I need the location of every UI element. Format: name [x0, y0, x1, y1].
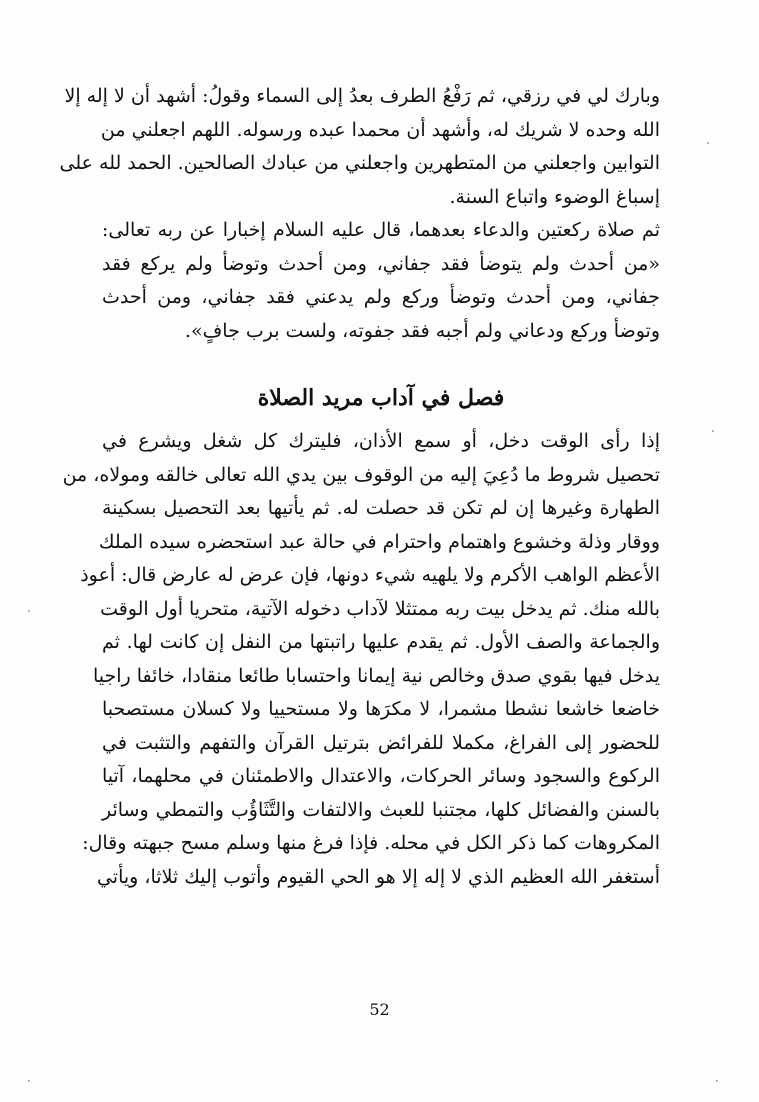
text-line: وبارك لي في رزقي، ثم رَفْعُ الطرف بعدُ إلى السماء وقولُ: أشهد أن لا إله إلا [64, 85, 660, 107]
text-line: يدخل فيها بقوي صدق وخالص نية إيمانا واحتسابا طائعا منقادا، خائفا راجيا [92, 664, 660, 687]
scan-speck [712, 430, 714, 432]
text-line: التوابين واجعلني من المتطهرين واجعلني من عبادك الصالحين. الحمد لله على [59, 152, 660, 174]
text-line: خاضعا خاشعا نشطا مشمرا، لا مكرَها ولا مستحييا ولا كسلان مستصحبا [102, 698, 660, 720]
text-line: جفاني، ومن أحدث وتوضأ وركع ولم يدعني فقد جفاني، ومن أحدث [102, 286, 660, 308]
scan-speck [28, 610, 30, 612]
text-line: وتوضأ وركع ودعاني ولم أجبه فقد جفوته، ولست برب جافٍ». [184, 319, 660, 342]
text-line: إسباغ الوضوء واتباع السنة. [449, 185, 660, 208]
text-line: تحصيل شروط ما دُعِيَ إليه من الوقوف بين يدي الله تعالى خالقه ومولاه، من [62, 463, 660, 486]
text-line: «من أحدث ولم يتوضأ فقد جفاني، ومن أحدث وتوضأ ولم يركع فقد [102, 252, 660, 275]
text-line: أستغفر الله العظيم الذي لا إله إلا هو الحي القيوم وأتوب إليك ثلاثا، ويأتي [96, 865, 660, 888]
text-line: للحضور إلى الفراغ، مكملا للفرائض بترتيل القرآن والتفهم والتثبت في [102, 731, 660, 754]
text-line: الله وحده لا شريك له، وأشهد أن محمدا عبده ورسوله. اللهم اجعلني من [100, 118, 660, 141]
text-line: ووقار وذلة وخشوع واهتمام واحترام في حالة عبد استحضره سيده الملك [98, 530, 660, 553]
section-heading: فصل في آداب مريد الصلاة [257, 385, 505, 411]
text-line: الطهارة وغيرها إن لم تكن قد حصلت له. ثم يأتيها بعد التحصيل بسكينة [102, 497, 660, 519]
text-line: ثم صلاة ركعتين والدعاء بعدهما، قال عليه السلام إخبارا عن ربه تعالى: [102, 219, 660, 241]
paragraph-dua-after-wudu [59, 80, 660, 348]
page-number: 52 [369, 1000, 390, 1019]
text-line: بالسنن والفضائل كلها، مجتنبا للعبث والالتفات والتَّثَاؤُب والتمطي وسائر [102, 798, 660, 821]
scan-speck [28, 1080, 30, 1082]
text-line: بالله منك. ثم يدخل بيت ربه ممتثلا لآداب دخوله الآتية، متحريا أول الوقت [100, 597, 660, 620]
text-line: والجماعة والصف الأول. ثم يقدم عليها راتبتها من النفل إن كانت لها. ثم [102, 631, 660, 653]
text-line: المكروهات كما ذكر الكل في محله. فإذا فرغ منها وسلم مسح جبهته وقال: [82, 832, 660, 854]
text-line: إذا رأى الوقت دخل، أو سمع الأذان، فليترك كل شغل ويشرع في [102, 430, 660, 452]
text-line: الركوع والسجود وسائر الحركات، والاعتدال والاطمئنان في محلهما، آتيا [102, 765, 660, 787]
scan-speck [707, 142, 709, 144]
paragraph-prayer-etiquette [62, 425, 660, 894]
text-line: الأعظم الواهب الأكرم ولا يلهيه شيء دونها، فإن عرض له عارض قال: أعوذ [80, 564, 660, 586]
scan-speck [716, 1080, 718, 1082]
